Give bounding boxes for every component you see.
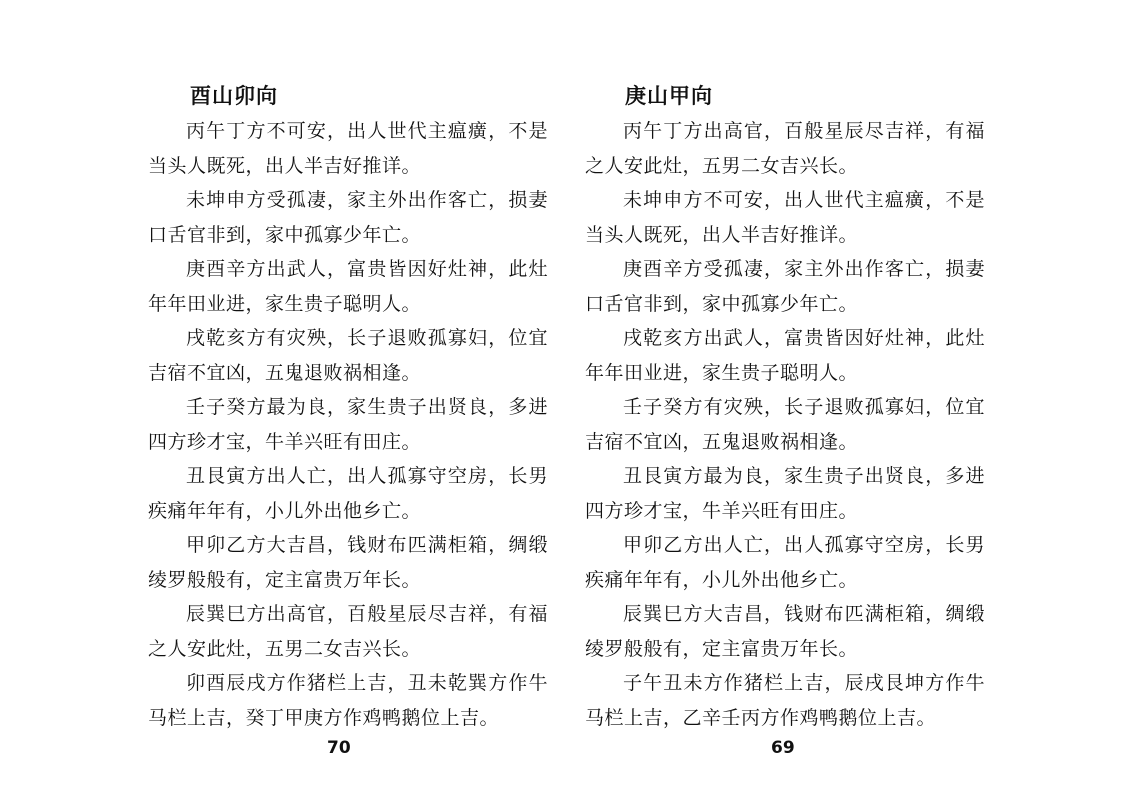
page-number: 69 xyxy=(771,738,795,758)
paragraph: 庚酉辛方受孤凄，家主外出作客亡，损妻口舌官非到，家中孤寡少年亡。 xyxy=(585,258,985,315)
paragraph: 甲卯乙方出人亡，出人孤寡守空房，长男疾痛年年有，小儿外出他乡亡。 xyxy=(585,534,985,591)
paragraph: 戌乾亥方出武人，富贵皆因好灶神，此灶年年田业进，家生贵子聪明人。 xyxy=(585,327,985,384)
page-heading: 庚山甲向 xyxy=(625,84,713,108)
paragraph: 丑艮寅方出人亡，出人孤寡守空房，长男疾痛年年有，小儿外出他乡亡。 xyxy=(148,465,548,522)
page-number: 70 xyxy=(327,738,351,758)
paragraph: 丙午丁方不可安，出人世代主瘟癀，不是当头人既死，出人半吉好推详。 xyxy=(148,120,548,177)
page-heading: 酉山卯向 xyxy=(190,84,278,108)
body-text xyxy=(585,114,985,735)
paragraph: 未坤申方受孤凄，家主外出作客亡，损妻口舌官非到，家中孤寡少年亡。 xyxy=(148,189,548,246)
paragraph: 庚酉辛方出武人，富贵皆因好灶神，此灶年年田业进，家生贵子聪明人。 xyxy=(148,258,548,315)
paragraph: 丙午丁方出高官，百般星辰尽吉祥，有福之人安此灶，五男二女吉兴长。 xyxy=(585,120,985,177)
paragraph: 子午丑未方作猪栏上吉，辰戌艮坤方作牛马栏上吉，乙辛壬丙方作鸡鸭鹅位上吉。 xyxy=(585,672,985,729)
left-page xyxy=(148,0,548,793)
right-page xyxy=(585,0,985,793)
paragraph: 辰巽巳方出高官，百般星辰尽吉祥，有福之人安此灶，五男二女吉兴长。 xyxy=(148,603,548,660)
paragraph: 壬子癸方有灾殃，长子退败孤寡妇，位宜吉宿不宜凶，五鬼退败祸相逢。 xyxy=(585,396,985,453)
paragraph: 卯酉辰戌方作猪栏上吉，丑未乾巽方作牛马栏上吉，癸丁甲庚方作鸡鸭鹅位上吉。 xyxy=(148,672,548,729)
paragraph: 壬子癸方最为良，家生贵子出贤良，多进四方珍才宝，牛羊兴旺有田庄。 xyxy=(148,396,548,453)
body-text xyxy=(148,114,548,735)
paragraph: 丑艮寅方最为良，家生贵子出贤良，多进四方珍才宝，牛羊兴旺有田庄。 xyxy=(585,465,985,522)
paragraph: 未坤申方不可安，出人世代主瘟癀，不是当头人既死，出人半吉好推详。 xyxy=(585,189,985,246)
paragraph: 戌乾亥方有灾殃，长子退败孤寡妇，位宜吉宿不宜凶，五鬼退败祸相逢。 xyxy=(148,327,548,384)
paragraph: 辰巽巳方大吉昌，钱财布匹满柜箱，绸缎绫罗般般有，定主富贵万年长。 xyxy=(585,603,985,660)
paragraph: 甲卯乙方大吉昌，钱财布匹满柜箱，绸缎绫罗般般有，定主富贵万年长。 xyxy=(148,534,548,591)
